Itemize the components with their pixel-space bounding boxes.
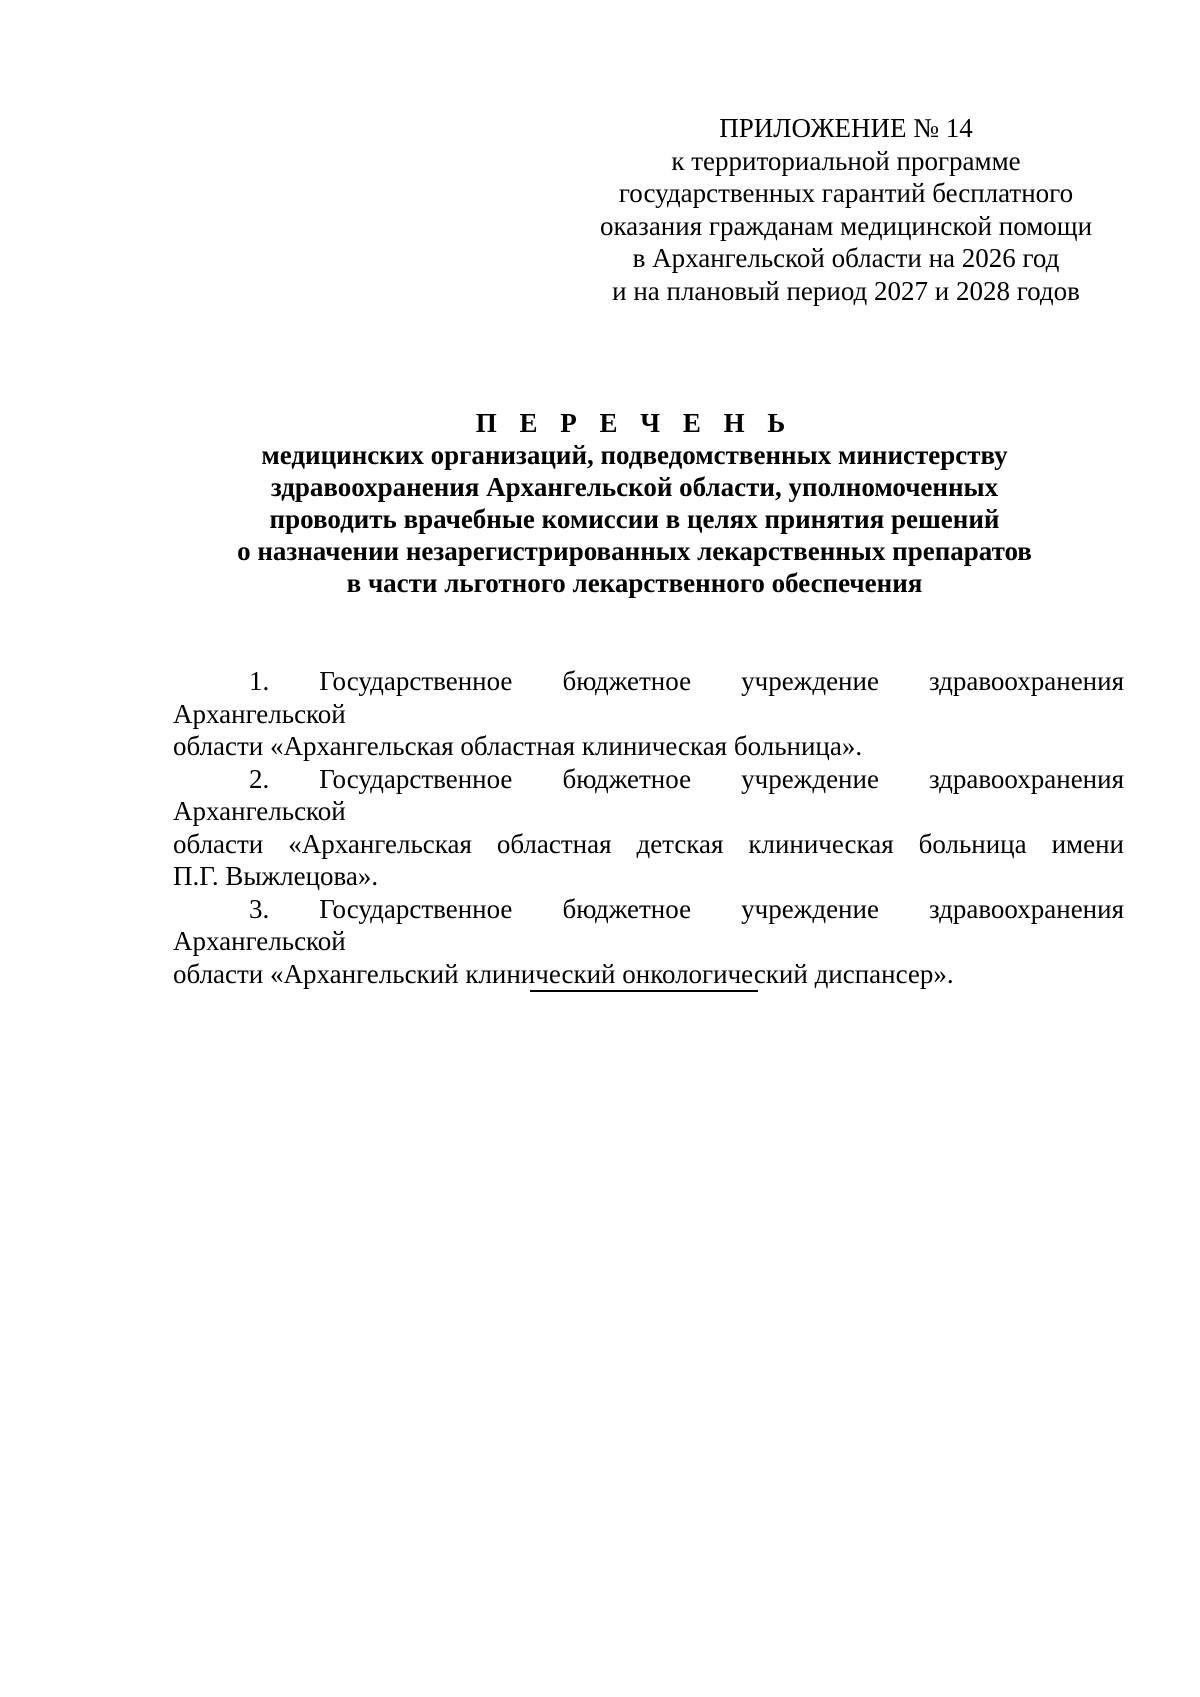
list-item <box>173 665 1124 763</box>
list-item-line: области «Архангельская областная детская клиническая больница имени <box>173 828 1124 859</box>
document-heading <box>172 407 1097 599</box>
list-item-line: 2. Государственное бюджетное учреждение здравоохранения Архангельской <box>173 763 1124 826</box>
appendix-line: государственных гарантий бесплатного <box>618 178 1074 208</box>
list-item-line: области «Архангельский клинический онкологический диспансер». <box>173 958 954 989</box>
list-item-line: 1. Государственное бюджетное учреждение здравоохранения Архангельской <box>173 666 1124 729</box>
list-item-line: П.Г. Выжлецова». <box>173 861 379 891</box>
appendix-header <box>578 112 1114 307</box>
list-item <box>173 893 1124 991</box>
list-item <box>173 763 1124 893</box>
appendix-line: оказания гражданам медицинской помощи <box>599 210 1093 241</box>
appendix-line: к территориальной программе <box>671 145 1021 176</box>
list-item-line: области «Архангельская областная клиническая больница». <box>173 731 863 761</box>
heading-line: в части льготного лекарственного обеспечения <box>346 568 923 598</box>
appendix-line: в Архангельской области на 2026 год <box>632 243 1060 273</box>
heading-line: медицинских организаций, подведомственных министерству <box>261 440 1008 470</box>
end-divider <box>530 990 758 992</box>
heading-line: о назначении незарегистрированных лекарственных препаратов <box>237 536 1032 566</box>
heading-line: проводить врачебные комиссии в целях принятия решений <box>269 504 1000 534</box>
heading-title: П Е Р Е Ч Е Н Ь <box>475 408 794 438</box>
appendix-number: ПРИЛОЖЕНИЕ № 14 <box>719 113 973 143</box>
appendix-line: и на плановый период 2027 и 2028 годов <box>612 275 1080 306</box>
organization-list <box>173 665 1124 990</box>
heading-line: здравоохранения Архангельской области, уполномоченных <box>270 472 999 502</box>
list-item-line: 3. Государственное бюджетное учреждение здравоохранения Архангельской <box>173 893 1124 956</box>
